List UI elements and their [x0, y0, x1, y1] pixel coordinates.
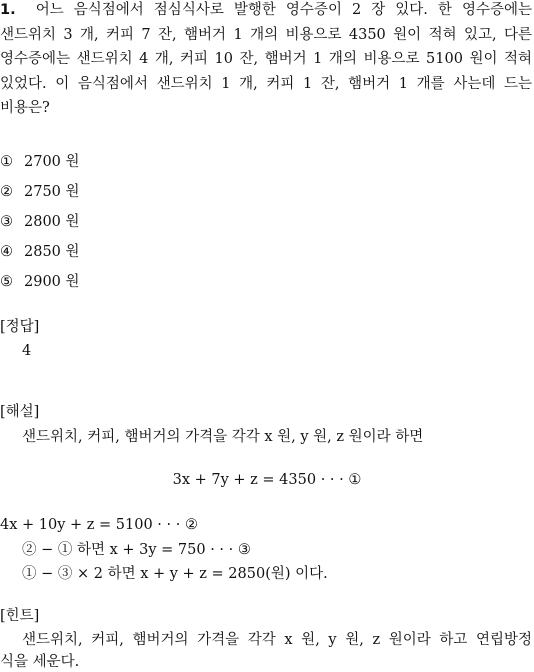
- option-2[interactable]: [0, 182, 80, 202]
- solution-header: [해설]: [0, 404, 40, 420]
- option-5[interactable]: [0, 272, 80, 292]
- option-3[interactable]: [0, 212, 80, 232]
- option-3-text: 2800 원: [24, 214, 80, 230]
- question-number: 1.: [0, 2, 16, 18]
- question-line-2: 샌드위치 3 개, 커피 7 잔, 햄버거 1 개의 비용으로 4350 원이 적혀 있고, 다른: [0, 27, 532, 43]
- question-line-5: 비용은?: [0, 100, 50, 116]
- hint-header: [힌트]: [0, 608, 40, 624]
- answer-value: 4: [22, 343, 32, 359]
- question-line-1: 1. 어느 음식점에서 점심식사로 발행한 영수증이 2 장 있다. 한 영수증에는: [0, 2, 533, 18]
- solution-intro: 샌드위치, 커피, 햄버거의 가격을 각각 x 원, y 원, z 원이라 하면: [22, 429, 424, 445]
- question-line-3: 영수증에는 샌드위치 4 개, 커피 10 잔, 햄버거 1 개의 비용으로 5100 원이 적혀: [0, 51, 532, 67]
- solution-equation-1: 3x + 7y + z = 4350 · · · ①: [172, 472, 362, 488]
- option-5-mark: ⑤: [0, 274, 13, 290]
- option-1-text: 2700 원: [24, 154, 80, 170]
- solution-equation-2: 4x + 10y + z = 5100 · · · ②: [0, 517, 198, 533]
- hint-line-1: 샌드위치, 커피, 햄버거의 가격을 각각 x 원, y 원, z 원이라 하고 연립방정: [22, 632, 532, 648]
- option-3-mark: ③: [0, 214, 13, 230]
- option-1-mark: ①: [0, 154, 13, 170]
- question-line-4: 있었다. 이 음식점에서 샌드위치 1 개, 커피 1 잔, 햄버거 1 개를 사는데 드는: [0, 76, 532, 92]
- solution-step-2: ① − ③ × 2 하면 x + y + z = 2850(원) 이다.: [22, 566, 328, 582]
- option-2-text: 2750 원: [24, 184, 80, 200]
- option-2-mark: ②: [0, 184, 13, 200]
- solution-step-1: ② − ① 하면 x + 3y = 750 · · · ③: [22, 542, 251, 558]
- option-4-text: 2850 원: [24, 244, 80, 260]
- option-4-mark: ④: [0, 244, 13, 260]
- answer-header: [정답]: [0, 319, 40, 335]
- option-4[interactable]: [0, 242, 80, 262]
- hint-line-2: 식을 세운다.: [0, 654, 80, 670]
- option-5-text: 2900 원: [24, 274, 80, 290]
- option-1[interactable]: [0, 152, 80, 172]
